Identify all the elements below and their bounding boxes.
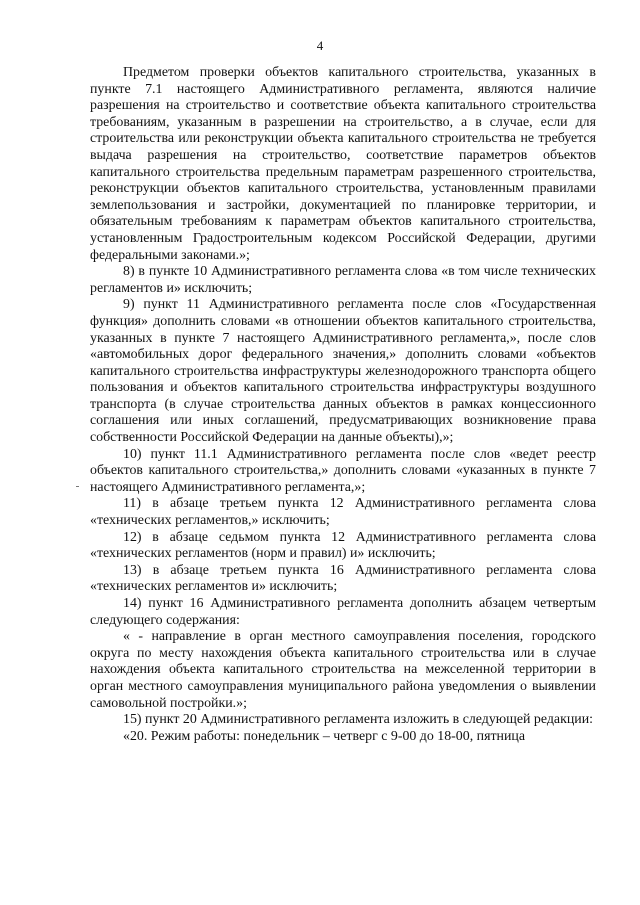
paragraph-item-14: 14) пункт 16 Административного регламента дополнить абзацем четвертым следующего содержания: <box>90 596 596 628</box>
paragraph-item-14-quote: « - направление в орган местного самоуправления поселения, городского округа по месту нахождения объекта капитального строительства или в случае нахождения объекта капитального строительства на межселенной территории в орган местного самоуправления муниципального района уведомления о выявлении самовольной постройки.»; <box>90 629 596 711</box>
page-number: 4 <box>316 38 324 53</box>
paragraph-item-11: 11) в абзаце третьем пункта 12 Административного регламента слова «технических регламентов,» исключить; <box>90 496 596 529</box>
paragraph-item-13: 13) в абзаце третьем пункта 16 Административного регламента слова «технических регламентов и» исключить; <box>90 562 596 595</box>
margin-mark <box>76 486 79 487</box>
paragraph-item-8: 8) в пункте 10 Административного регламента слова «в том числе технических регламентов и» исключить; <box>90 264 596 296</box>
paragraph-item-9: 9) пункт 11 Административного регламента после слов «Государственная функция» дополнить словами «в отношении объектов капитального строительства, указанных в пункте 7 настоящего Административного регламента,», после слов «автомобильных дорог федерального значения,» дополнить словами «объектов капитального строительства инфраструктуры железнодорожного транспорта общего пользования и объектов капитального строительства инфраструктуры воздушного транспорта (в случае строительства данных объектов в рамках концессионного соглашения или иных соглашений, предусматривающих возникновение права собственности Российской Федерации на данные объекты),»; <box>90 297 596 446</box>
paragraph-item-15: 15) пункт 20 Административного регламента изложить в следующей редакции: <box>123 712 593 728</box>
paragraph-inspection-subject: Предметом проверки объектов капитального строительства, указанных в пункте 7.1 настоящего Административного регламента, являются наличие разрешения на строительство и соответствие объекта капитального строительства требованиям, указанным в разрешении на строительство, а в случае, если для строительства или реконструкции объекта капитального строительства не требуется выдача разрешения на строительство, соответствие параметров объектов капитального строительства предельным параметрам разрешенного строительства, реконструкции объектов капитального строительства, установленным правилами землепользования и застройки, документацией по планировке территории, и обязательным требованиям к параметрам объектов капитального строительства, установленным Градостроительным кодексом Российской Федерации, другими федеральными законами.»; <box>90 65 596 263</box>
paragraph-item-10: 10) пункт 11.1 Административного регламента после слов «ведет реестр объектов капитального строительства,» дополнить словами «указанных в пункте 7 настоящего Административного регламента,»; <box>90 446 596 495</box>
paragraph-item-20-quote: «20. Режим работы: понедельник – четверг с 9-00 до 18-00, пятница <box>123 728 526 744</box>
paragraph-item-12: 12) в абзаце седьмом пункта 12 Административного регламента слова «технических регламентов (норм и правил) и» исключить; <box>90 529 596 562</box>
document-body <box>90 65 596 745</box>
